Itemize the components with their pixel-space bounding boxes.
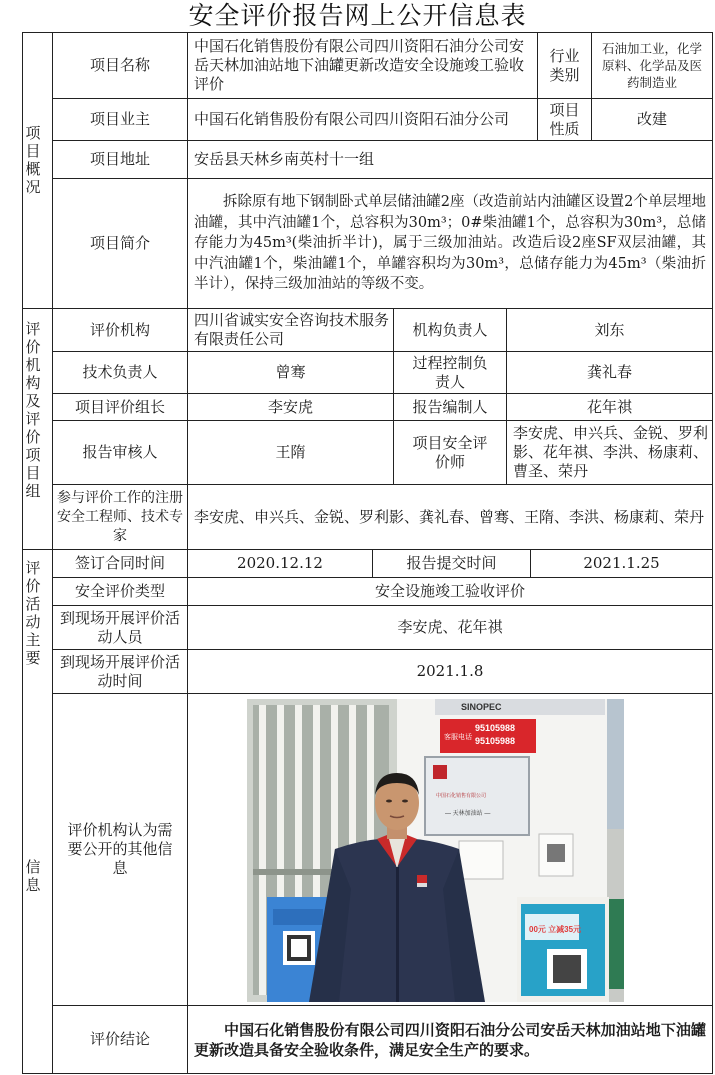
submit-time-value: 2021.1.25	[583, 554, 660, 572]
intro-label: 项目简介	[89, 234, 150, 252]
onsite-photo	[247, 699, 624, 1002]
hotline-number-2: 95105988	[475, 736, 516, 746]
process-head-label: 过程控制负责人	[412, 353, 488, 391]
evaluator-label: 项目安全评价师	[412, 433, 488, 471]
rule	[712, 32, 713, 1074]
conclusion-label: 评价结论	[89, 1030, 150, 1048]
agency-value: 四川省诚实安全咨询技术服务有限责任公司	[194, 311, 390, 348]
submit-time-label: 报告提交时间	[406, 554, 497, 572]
tech-head-value: 曾骞	[275, 363, 306, 381]
owner-label: 项目业主	[89, 110, 150, 128]
section-label-overview	[22, 124, 44, 196]
intro-value: 拆除原有地下钢制卧式单层储油罐2座（改造前站内油罐区设置2个单层埋地油罐，其中汽油罐1个，总容积为30m³；0#柴油罐1个，总容积为30m³，总储存能力为45m³(柴油折半计)，属于三级加油站。改造后设2座SF双层油罐，其中汽油罐1个，柴油罐1个，单罐容积均为30m³，总储存能力为45m³（柴油折半计），保持三级加油站的等级不变。	[194, 194, 706, 293]
eval-type-value: 安全设施竣工验收评价	[374, 582, 525, 600]
writer-value: 花年祺	[586, 397, 632, 416]
industry-value: 石油加工业，化学原料、化学品及医药制造业	[601, 41, 702, 90]
project-name-value: 中国石化销售股份有限公司四川资阳石油分公司安岳天林加油站地下油罐更新改造安全设施竣工验收评价	[194, 37, 525, 93]
page-title: 安全评价报告网上公开信息表	[188, 1, 527, 30]
leader-value: 李安虎	[267, 397, 313, 416]
agency-label: 评价机构	[89, 320, 150, 339]
nature-value: 改建	[636, 110, 667, 128]
engineers-label: 参与评价工作的注册安全工程师、技术专家	[57, 489, 183, 544]
owner-value: 中国石化销售股份有限公司四川资阳石油分公司	[194, 110, 510, 128]
section-label-info	[22, 858, 44, 894]
contract-time-value: 2020.12.12	[237, 554, 323, 572]
onsite-time-label: 到现场开展评价活动时间	[59, 652, 180, 690]
reviewer-value: 王隋	[275, 443, 306, 461]
section-text: 评价活动主要	[25, 559, 41, 667]
section-label-org	[22, 320, 44, 500]
section-text: 评价机构及评价项目组	[25, 320, 41, 500]
nature-label: 项目性质	[549, 100, 580, 138]
rule	[22, 1073, 712, 1074]
onsite-time-value: 2021.1.8	[416, 662, 484, 680]
leader-label: 项目评价组长	[74, 397, 165, 416]
other-info-label: 评价机构认为需要公开的其他信息	[67, 821, 173, 877]
contract-time-label: 签订合同时间	[74, 554, 165, 572]
eval-type-label: 安全评价类型	[74, 582, 165, 600]
hotline-label: 客服电话	[444, 734, 472, 741]
plaque-station: — 天林加油站 —	[445, 811, 491, 817]
project-name-label: 项目名称	[89, 56, 150, 74]
promo-text: 00元 立减35元	[529, 925, 582, 934]
writer-label: 报告编制人	[412, 397, 488, 416]
address-label: 项目地址	[89, 150, 150, 168]
evaluator-value: 李安虎、申兴兵、金锐、罗利影、花年祺、李洪、杨康莉、曹圣、荣丹	[513, 424, 709, 480]
onsite-staff-label: 到现场开展评价活动人员	[59, 608, 180, 646]
reviewer-label: 报告审核人	[82, 443, 158, 461]
section-text: 项目概况	[25, 124, 41, 196]
plaque-company: 中国石化销售有限公司	[436, 793, 487, 799]
agency-head-label: 机构负责人	[412, 320, 488, 339]
onsite-staff-value: 李安虎、花年祺	[397, 618, 503, 636]
hotline-number: 95105988	[475, 723, 516, 733]
section-label-activity	[22, 559, 44, 667]
conclusion-value: 中国石化销售股份有限公司四川资阳石油分公司安岳天林加油站地下油罐更新改造具备安全验收条件，满足安全生产的要求。	[194, 1020, 706, 1059]
process-head-value: 龚礼春	[586, 363, 632, 381]
brand-text: SINOPEC	[461, 702, 502, 712]
industry-label: 行业类别	[549, 46, 580, 84]
tech-head-label: 技术负责人	[82, 363, 158, 381]
agency-head-value: 刘东	[594, 320, 625, 339]
address-value: 安岳县天林乡南英村十一组	[194, 150, 375, 168]
section-text: 信息	[25, 858, 41, 894]
engineers-value: 李安虎、申兴兵、金锐、罗利影、龚礼春、曾骞、王隋、李洪、杨康莉、荣丹	[194, 507, 705, 526]
